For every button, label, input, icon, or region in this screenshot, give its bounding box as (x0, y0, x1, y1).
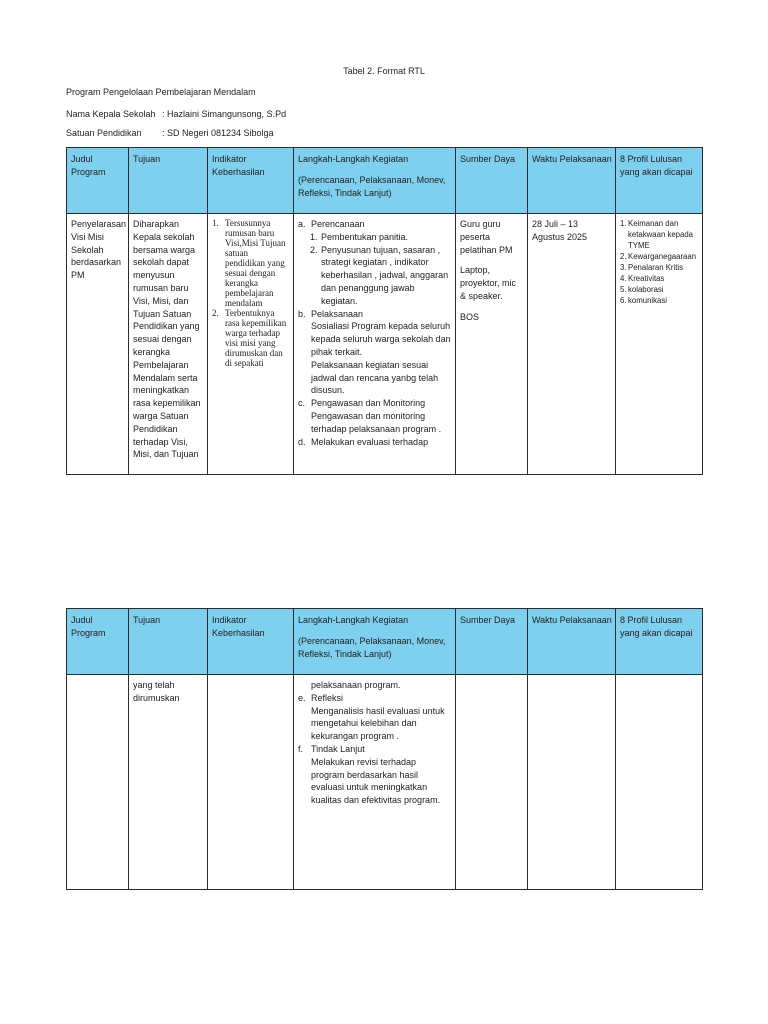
cell-profil (616, 214, 703, 475)
cell-langkah (294, 675, 456, 890)
header-profil: 8 Profil Lulusan yang akan dicapai (616, 148, 703, 214)
header-waktu: Waktu Pelaksanaan (528, 148, 616, 214)
satuan-pendidikan-value: : SD Negeri 081234 Sibolga (162, 128, 274, 138)
langkah-text: Pengawasan dan Monitoring (311, 398, 426, 409)
header-langkah-subtitle: (Perencanaan, Pelaksanaan, Monev, Refleksi, Tindak Lanjut) (298, 174, 446, 198)
header-langkah (294, 609, 456, 675)
langkah-text: Perencanaan (311, 219, 365, 229)
profil-marker: 6. (620, 296, 627, 305)
langkah-sub-text: Penyusunan tujuan, sasaran , strategi kegiatan , indikator keberhasilan , jadwal, anggaran dan penanggung jawab kegiatan. (321, 244, 449, 306)
profil-marker: 4. (620, 274, 627, 283)
header-tujuan: Tujuan (129, 609, 208, 675)
indikator-marker: 1. (212, 218, 219, 228)
cell-indikator (208, 214, 294, 475)
profil-marker: 2. (620, 252, 627, 261)
cell-sumber-daya (456, 675, 528, 890)
langkah-item-c (298, 397, 452, 410)
program-line: Program Pengelolaan Pembelajaran Mendalam (66, 87, 256, 97)
langkah-item-e (298, 692, 452, 705)
table-row (67, 675, 703, 890)
profil-marker: 3. (620, 263, 627, 272)
langkah-sub-marker: 2. (310, 244, 318, 255)
header-tujuan: Tujuan (129, 148, 208, 214)
langkah-paragraph: Pelaksanaan kegiatan sesuai jadwal dan rencana yanbg telah disusun. (311, 359, 439, 396)
langkah-paragraph: Menganalisis hasil evaluasi untuk mengetahui kelebihan dan kekurangan program . (311, 705, 445, 742)
langkah-text: Melakukan evaluasi terhadap (311, 436, 429, 447)
header-langkah-title: Langkah-Langkah Kegiatan (298, 615, 409, 625)
langkah-sub-marker: 1. (310, 231, 318, 242)
cell-sumber-daya (456, 214, 528, 475)
langkah-item-b (298, 308, 452, 321)
header-waktu: Waktu Pelaksanaan (528, 609, 616, 675)
profil-item (620, 295, 699, 306)
sumber-daya-dana: BOS (460, 311, 480, 322)
indikator-item (212, 218, 290, 308)
langkah-paragraph: Sosialiasi Program kepada seluruh kepada seluruh warga sekolah dan pihak terkait. (311, 321, 451, 357)
profil-marker: 1. (620, 219, 627, 228)
header-indikator: Indikator Keberhasilan (208, 609, 294, 675)
document-title: Tabel 2. Format RTL (343, 66, 425, 76)
langkah-sub-text: Pembentukan panitia. (321, 231, 409, 242)
profil-text: Keimanan dan ketakwaan kepada TYME (628, 219, 694, 250)
cell-waktu: 28 Juli – 13 Agustus 2025 (528, 214, 616, 475)
langkah-subitem (298, 231, 452, 244)
satuan-pendidikan-line (66, 128, 274, 138)
profil-item (620, 251, 699, 262)
cell-judul-program (67, 675, 129, 890)
rtl-table-page-1 (66, 147, 703, 475)
table-header-row (67, 148, 703, 214)
langkah-marker: d. (298, 436, 306, 447)
langkah-item-d (298, 436, 452, 449)
cell-langkah (294, 214, 456, 475)
header-sumber-daya: Sumber Daya (456, 148, 528, 214)
table-header-row (67, 609, 703, 675)
header-sumber-daya: Sumber Daya (456, 609, 528, 675)
langkah-text: Pelaksanaan (311, 308, 364, 319)
profil-text: Kewarganegaaraan (628, 252, 697, 261)
cell-indikator (208, 675, 294, 890)
cell-profil (616, 675, 703, 890)
profil-marker: 5. (620, 285, 627, 294)
langkah-paragraph: pelaksanaan program. (311, 680, 401, 690)
table-row (67, 214, 703, 475)
profil-item (620, 273, 699, 284)
langkah-item-a (298, 218, 452, 231)
header-langkah-subtitle: (Perencanaan, Pelaksanaan, Monev, Refleksi, Tindak Lanjut) (298, 635, 446, 659)
cell-waktu (528, 675, 616, 890)
profil-item (620, 218, 699, 251)
profil-text: komunikasi (628, 296, 667, 305)
indikator-item (212, 308, 290, 368)
kepala-sekolah-line (66, 109, 286, 119)
langkah-marker: a. (298, 219, 306, 229)
langkah-marker: e. (298, 692, 306, 703)
cell-judul-program: Penyelarasan Visi Misi Sekolah berdasarkan PM (67, 214, 129, 475)
langkah-marker: c. (298, 398, 306, 409)
sumber-daya-alat: Laptop, proyektor, mic & speaker. (460, 265, 517, 301)
profil-text: Penalaran Kritis (628, 263, 684, 272)
indikator-marker: 2. (212, 308, 219, 318)
header-judul-program: Judul Program (67, 148, 129, 214)
langkah-paragraph: Melakukan revisi terhadap program berdasarkan hasil evaluasi untuk meningkatkan kualitas dan efektivitas program. (311, 756, 441, 806)
indikator-text: Tersusunnya rumusan baru Visi,Misi Tujuan satuan pendidikan yang sesuai dengan kerangka pembelajaran mendalam (225, 218, 286, 308)
langkah-marker: f. (298, 743, 304, 754)
header-langkah-title: Langkah-Langkah Kegiatan (298, 154, 409, 164)
kepala-sekolah-label: Nama Kepala Sekolah (66, 109, 156, 119)
profil-item (620, 262, 699, 273)
langkah-text: Refleksi (311, 692, 344, 703)
profil-item (620, 284, 699, 295)
langkah-text: Tindak Lanjut (311, 743, 365, 754)
langkah-marker: b. (298, 308, 306, 319)
cell-tujuan: Diharapkan Kepala sekolah bersama warga sekolah dapat menyusun rumusan baru Visi, Misi, dan Tujuan Satuan Pendidikan yang sesuai dengan kerangka Pembelajaran Mendalam serta meningkatkan rasa kepemilikan warga Satuan Pendidikan terhadap Visi, Misi, dan Tujuan (129, 214, 208, 475)
langkah-paragraph: Pengawasan dan monitoring terhadap pelaksanaan program . (311, 410, 442, 434)
satuan-pendidikan-label: Satuan Pendidikan (66, 128, 142, 138)
profil-text: Kreativitas (628, 274, 665, 283)
header-profil: 8 Profil Lulusan yang akan dicapai (616, 609, 703, 675)
langkah-item-f (298, 743, 452, 756)
header-indikator: Indikator Keberhasilan (208, 148, 294, 214)
indikator-text: Terbentuknya rasa kepemilikan warga terhadap visi misi yang dirumuskan dan di sepakati (225, 308, 287, 368)
rtl-table-page-2 (66, 608, 703, 890)
profil-text: kolaborasi (628, 285, 664, 294)
kepala-sekolah-value: : Hazlaini Simangunsong, S.Pd (162, 109, 287, 119)
sumber-daya-guru: Guru guru peserta pelatihan PM (460, 219, 513, 255)
cell-tujuan: yang telah dirumuskan (129, 675, 208, 890)
header-langkah (294, 148, 456, 214)
langkah-subitem (298, 244, 452, 308)
header-judul-program: Judul Program (67, 609, 129, 675)
